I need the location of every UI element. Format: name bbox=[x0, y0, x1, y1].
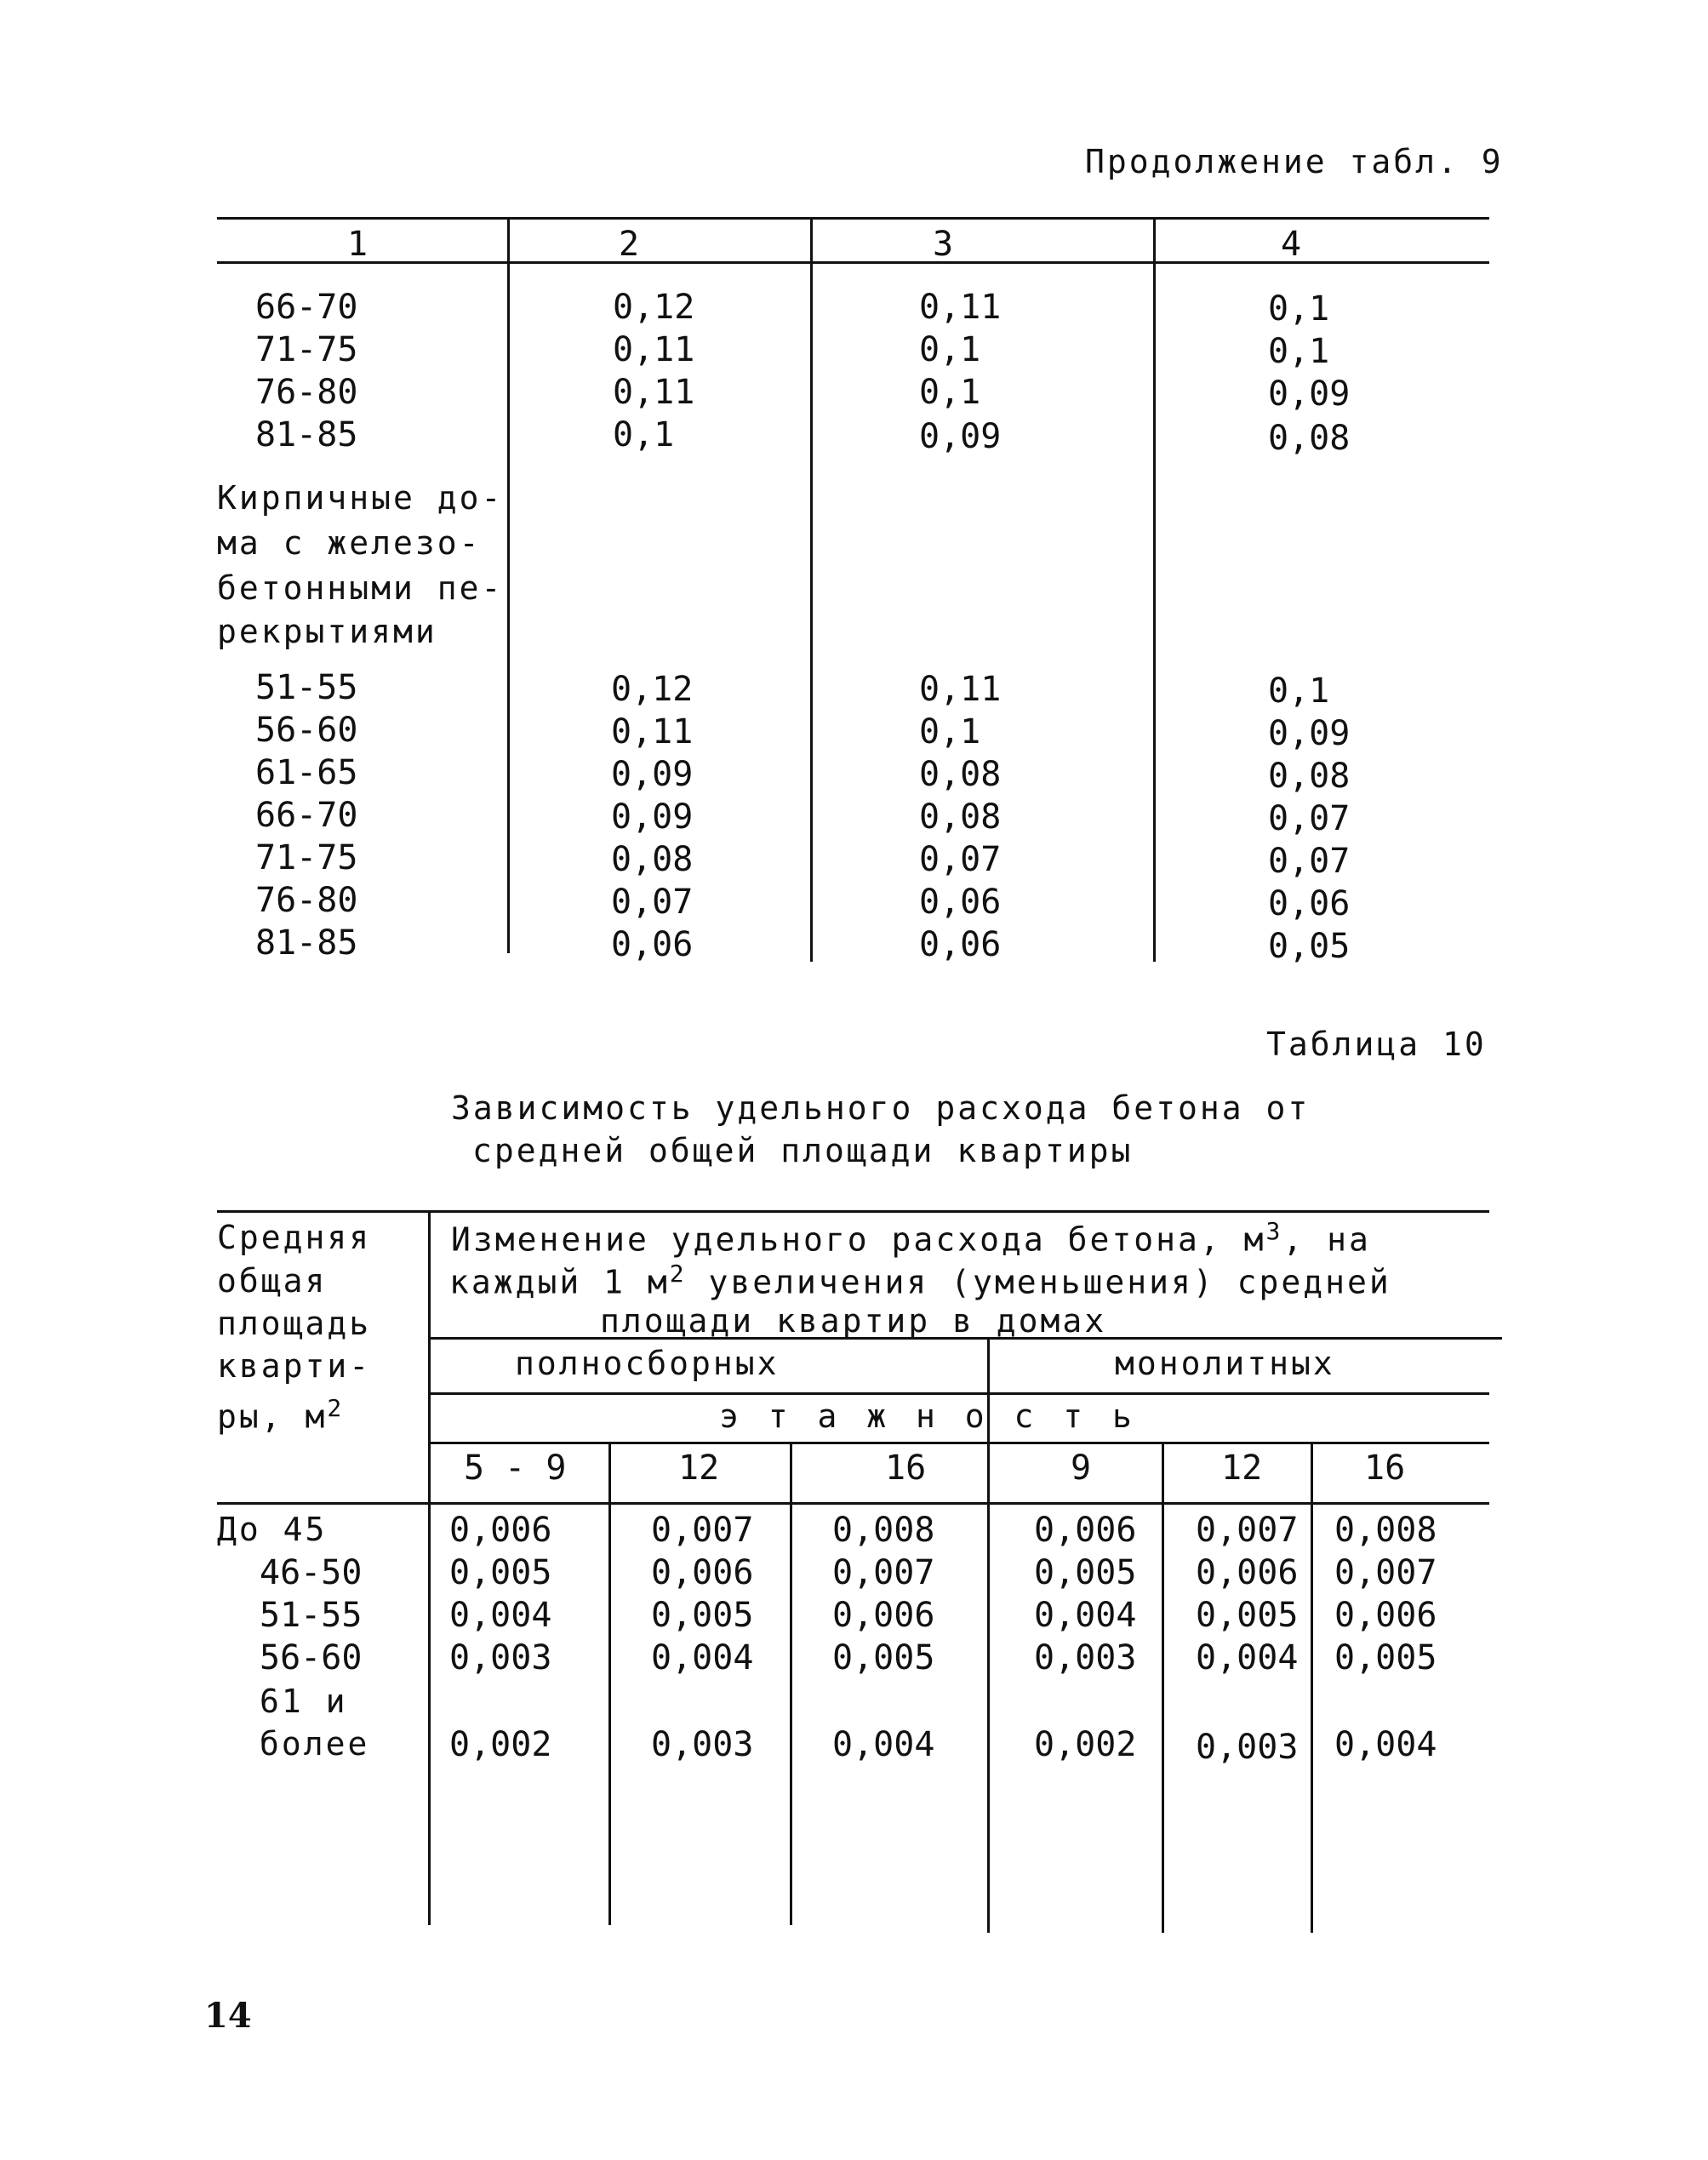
table10-floor-header: 9 bbox=[1071, 1449, 1092, 1488]
table10-group-prefab: полносборных bbox=[515, 1345, 780, 1382]
table9-row-range: 56-60 bbox=[255, 711, 358, 750]
table10-col1-header: общая bbox=[217, 1262, 328, 1300]
table9-cell: 0,07 bbox=[1268, 799, 1351, 838]
table9-cell: 0,11 bbox=[611, 712, 694, 751]
table10-cell: 0,005 bbox=[1196, 1596, 1299, 1635]
table10-cell: 0,006 bbox=[832, 1596, 935, 1635]
table9-col-header: 2 bbox=[619, 225, 640, 264]
table10-title-line2: средней общей площади квартиры bbox=[472, 1132, 1134, 1169]
table9-row-range: 66-70 bbox=[255, 796, 358, 835]
table9-row-range: 66-70 bbox=[255, 288, 358, 327]
table10-cell: 0,004 bbox=[832, 1725, 935, 1764]
table9-cell: 0,06 bbox=[611, 925, 694, 964]
table9-cell: 0,1 bbox=[613, 415, 675, 454]
table10-cell: 0,006 bbox=[651, 1553, 754, 1592]
table10-floor-header: 12 bbox=[678, 1449, 720, 1488]
table10-cell: 0,008 bbox=[1334, 1511, 1437, 1550]
table9-caption: Продолжение табл. 9 bbox=[1085, 143, 1504, 180]
table10-row-area: более bbox=[260, 1725, 370, 1763]
table10-cell: 0,004 bbox=[1196, 1638, 1299, 1677]
table9-cell: 0,12 bbox=[613, 288, 695, 327]
table10-divider bbox=[608, 1442, 611, 1925]
table9-cell: 0,08 bbox=[919, 797, 1002, 837]
table9-col-header: 3 bbox=[933, 225, 954, 264]
table10-cell: 0,007 bbox=[651, 1511, 754, 1550]
table9-cell: 0,06 bbox=[1268, 884, 1351, 923]
table9-cell: 0,1 bbox=[1268, 671, 1330, 711]
table9-cell: 0,07 bbox=[1268, 842, 1351, 881]
table10-cell: 0,004 bbox=[1334, 1725, 1437, 1764]
table10-divider bbox=[428, 1210, 431, 1925]
table10-row-area: 56-60 bbox=[260, 1638, 363, 1677]
table10-cell: 0,004 bbox=[1034, 1596, 1137, 1635]
table9-cell: 0,06 bbox=[919, 925, 1002, 964]
table10-span-header: каждый 1 $м^2$ увеличения (уменьшения) средней bbox=[449, 1260, 1391, 1301]
table9-cell: 0,08 bbox=[1268, 419, 1351, 458]
table9-cell: 0,09 bbox=[1268, 714, 1351, 753]
table9-group-label: ма с железо- bbox=[217, 524, 482, 562]
table9-cell: 0,1 bbox=[919, 373, 981, 412]
table10-cell: 0,005 bbox=[832, 1638, 935, 1677]
table9-row-range: 81-85 bbox=[255, 415, 358, 454]
table10-floor-header: 16 bbox=[885, 1449, 927, 1488]
table9-row-range: 71-75 bbox=[255, 330, 358, 369]
table9-cell: 0,11 bbox=[613, 330, 695, 369]
table10-span-header: площади квартир в домах bbox=[600, 1302, 1107, 1340]
table9-cell: 0,08 bbox=[919, 755, 1002, 794]
table9-row-range: 71-75 bbox=[255, 838, 358, 877]
table9-group-label: рекрытиями bbox=[217, 613, 437, 650]
table10-cell: 0,006 bbox=[1334, 1596, 1437, 1635]
table9-cell: 0,1 bbox=[919, 330, 981, 369]
table10-floor-header: 12 bbox=[1221, 1449, 1263, 1488]
table9-row-range: 51-55 bbox=[255, 668, 358, 707]
table9-group-label: бетонными пе- bbox=[217, 569, 504, 607]
table9-cell: 0,09 bbox=[611, 755, 694, 794]
table9-cell: 0,11 bbox=[919, 288, 1002, 327]
table10-cell: 0,006 bbox=[1034, 1511, 1137, 1550]
table10-label: Таблица 10 bbox=[1266, 1026, 1487, 1063]
table10-cell: 0,006 bbox=[1196, 1553, 1299, 1592]
table10-cell: 0,003 bbox=[1196, 1728, 1299, 1767]
table10-row-area: 46-50 bbox=[260, 1553, 363, 1592]
table9-col-header: 4 bbox=[1281, 225, 1302, 264]
table10-col1-header: ры, $м^2$ bbox=[217, 1394, 345, 1436]
table9-cell: 0,09 bbox=[611, 797, 694, 837]
table9-cell: 0,07 bbox=[919, 840, 1002, 879]
table9-cell: 0,06 bbox=[919, 883, 1002, 922]
table10-rule bbox=[430, 1442, 1489, 1444]
table10-cell: 0,005 bbox=[1034, 1553, 1137, 1592]
table10-row-area: 51-55 bbox=[260, 1596, 363, 1635]
table9-cell: 0,12 bbox=[611, 670, 694, 709]
table9-row-range: 76-80 bbox=[255, 881, 358, 920]
table9-cell: 0,08 bbox=[611, 840, 694, 879]
table10-row-area: 61 и bbox=[260, 1683, 348, 1720]
table10-cell: 0,008 bbox=[832, 1511, 935, 1550]
table9-cell: 0,09 bbox=[919, 417, 1002, 456]
table9-cell: 0,1 bbox=[919, 712, 981, 751]
table10-floor-header: 16 bbox=[1364, 1449, 1406, 1488]
table10-cell: 0,007 bbox=[1334, 1553, 1437, 1592]
table10-floor-header: 5 - 9 bbox=[464, 1449, 567, 1488]
table10-rule bbox=[430, 1392, 1489, 1395]
table10-cell: 0,004 bbox=[449, 1596, 552, 1635]
table10-cell: 0,003 bbox=[651, 1725, 754, 1764]
table9-top-rule bbox=[217, 217, 1489, 220]
table10-group-monolithic: монолитных bbox=[1115, 1345, 1335, 1382]
table9-cell: 0,11 bbox=[919, 670, 1002, 709]
table9-cell: 0,09 bbox=[1268, 374, 1351, 414]
table9-divider-1 bbox=[507, 217, 510, 953]
table10-cell: 0,007 bbox=[832, 1553, 935, 1592]
table10-top-rule bbox=[217, 1210, 1489, 1213]
table9-cell: 0,11 bbox=[613, 373, 695, 412]
table10-cell: 0,007 bbox=[1196, 1511, 1299, 1550]
table10-header-rule bbox=[217, 1502, 1489, 1505]
table10-divider bbox=[1162, 1442, 1164, 1933]
table10-cell: 0,005 bbox=[651, 1596, 754, 1635]
table10-cell: 0,003 bbox=[1034, 1638, 1137, 1677]
table9-cell: 0,05 bbox=[1268, 927, 1351, 966]
table9-col-header: 1 bbox=[347, 225, 368, 264]
page-number: 14 bbox=[204, 1996, 252, 2036]
table10-divider bbox=[1311, 1442, 1313, 1933]
table9-row-range: 81-85 bbox=[255, 923, 358, 963]
table10-title-line1: Зависимость удельного расхода бетона от bbox=[451, 1089, 1311, 1127]
table9-cell: 0,1 bbox=[1268, 332, 1330, 371]
table9-cell: 0,07 bbox=[611, 883, 694, 922]
table10-span-header: Изменение удельного расхода бетона, $м^3$, на bbox=[451, 1217, 1371, 1259]
table10-cell: 0,004 bbox=[651, 1638, 754, 1677]
table10-col1-header: кварти- bbox=[217, 1347, 372, 1385]
table10-col1-header: Средняя bbox=[217, 1219, 372, 1256]
table10-cell: 0,002 bbox=[1034, 1725, 1137, 1764]
table9-cell: 0,08 bbox=[1268, 757, 1351, 796]
table9-group-label: Кирпичные до- bbox=[217, 479, 504, 517]
table10-cell: 0,003 bbox=[449, 1638, 552, 1677]
table10-cell: 0,005 bbox=[449, 1553, 552, 1592]
table9-row-range: 76-80 bbox=[255, 373, 358, 412]
table9-cell: 0,1 bbox=[1268, 289, 1330, 329]
table10-divider bbox=[790, 1442, 792, 1925]
table9-divider-3 bbox=[1153, 217, 1156, 962]
table10-cell: 0,006 bbox=[449, 1511, 552, 1550]
table10-floors-label: э т а ж н о с т ь bbox=[719, 1397, 1137, 1435]
table10-col1-header: площадь bbox=[217, 1305, 372, 1342]
table10-row-area: До 45 bbox=[217, 1511, 328, 1548]
table10-cell: 0,002 bbox=[449, 1725, 552, 1764]
table10-cell: 0,005 bbox=[1334, 1638, 1437, 1677]
table9-divider-2 bbox=[810, 217, 813, 962]
table9-row-range: 61-65 bbox=[255, 753, 358, 792]
